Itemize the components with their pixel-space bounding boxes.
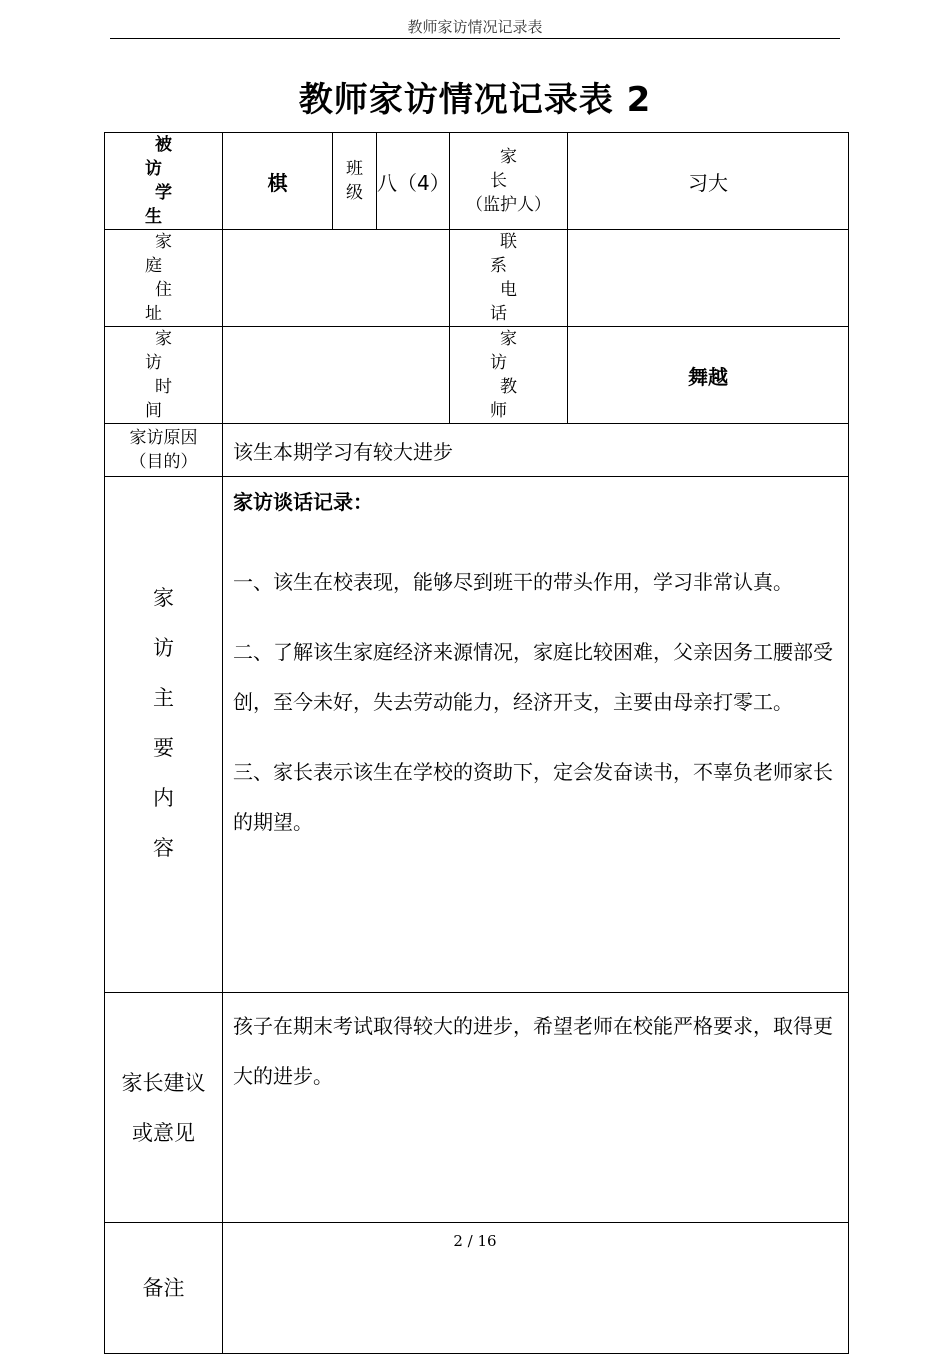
table-row-main-content — [105, 477, 849, 993]
visit-time-label-line-1: 家 访 — [145, 329, 192, 373]
table-row-reason — [105, 424, 849, 477]
class-label-cell — [333, 133, 377, 230]
class-label-line-1: 班 — [346, 159, 363, 179]
teacher-label-cell — [450, 327, 568, 424]
suggestion-label-cell — [105, 993, 223, 1223]
main-content-label-char: 内 — [153, 786, 174, 810]
reason-value: 该生本期学习有较大进步 — [223, 424, 849, 477]
suggestion-value: 孩子在期末考试取得较大的进步，希望老师在校能严格要求，取得更大的进步。 — [223, 993, 849, 1223]
conversation-paragraph: 一、该生在校表现，能够尽到班干的带头作用，学习非常认真。 — [233, 570, 793, 594]
running-header: 教师家访情况记录表 — [407, 18, 543, 36]
main-content-cell — [223, 477, 849, 993]
parent-label-line-2: （监护人） — [466, 195, 551, 215]
conversation-paragraph: 二、了解该生家庭经济来源情况，家庭比较困难，父亲因务工腰部受创，至今未好，失去劳动能力，经济开支，主要由母亲打零工。 — [233, 640, 833, 714]
reason-label-cell — [105, 424, 223, 477]
main-content-label-char: 容 — [153, 836, 174, 860]
table-row-suggestion — [105, 993, 849, 1223]
student-label-line-2: 学 生 — [145, 183, 192, 227]
teacher-label-line-2: 教 师 — [490, 377, 537, 421]
main-content-label-char: 访 — [153, 636, 174, 660]
phone-label-line-1: 联 系 — [490, 232, 537, 276]
reason-label-line-1: 家访原因 — [129, 428, 198, 448]
student-label-cell — [105, 133, 223, 230]
parent-label-cell — [450, 133, 568, 230]
student-label-line-1: 被 访 — [145, 135, 192, 179]
teacher-label-line-1: 家 访 — [490, 329, 537, 373]
remarks-label: 备注 — [105, 1223, 223, 1354]
home-visit-record-table — [104, 132, 849, 1354]
teacher-value: 舞越 — [568, 327, 849, 424]
visit-time-label-line-2: 时 间 — [145, 377, 192, 421]
phone-label-line-2: 电 话 — [490, 280, 537, 324]
main-content-label-char: 要 — [153, 736, 174, 760]
address-value — [223, 230, 450, 327]
class-value: 八（4） — [377, 133, 450, 230]
parent-label-line-1: 家 长 — [490, 147, 537, 191]
conversation-heading: 家访谈话记录： — [233, 490, 373, 514]
address-label-cell — [105, 230, 223, 327]
address-label-line-1: 家 庭 — [145, 232, 192, 276]
parent-value: 习大 — [568, 133, 849, 230]
conversation-paragraph: 三、家长表示该生在学校的资助下，定会发奋读书，不辜负老师家长的期望。 — [233, 760, 833, 834]
class-label-line-2: 级 — [346, 183, 363, 203]
address-label-line-2: 住 址 — [145, 280, 192, 324]
table-row-student — [105, 133, 849, 230]
phone-value — [568, 230, 849, 327]
reason-label-line-2: （目的） — [129, 452, 198, 472]
table-row-visit-time — [105, 327, 849, 424]
suggestion-label-line-2: 或意见 — [132, 1120, 195, 1145]
main-content-label-char: 主 — [153, 686, 174, 710]
main-content-label-cell — [105, 477, 223, 993]
header-rule — [110, 38, 840, 39]
suggestion-label-line-1: 家长建议 — [121, 1070, 206, 1095]
visit-time-label-cell — [105, 327, 223, 424]
visit-time-value — [223, 327, 450, 424]
page-title: 教师家访情况记录表 2 — [298, 80, 652, 120]
page-number: 2 / 16 — [453, 1232, 497, 1250]
phone-label-cell — [450, 230, 568, 327]
table-row-address — [105, 230, 849, 327]
student-value: 棋 — [223, 133, 333, 230]
main-content-label-char: 家 — [153, 586, 174, 610]
